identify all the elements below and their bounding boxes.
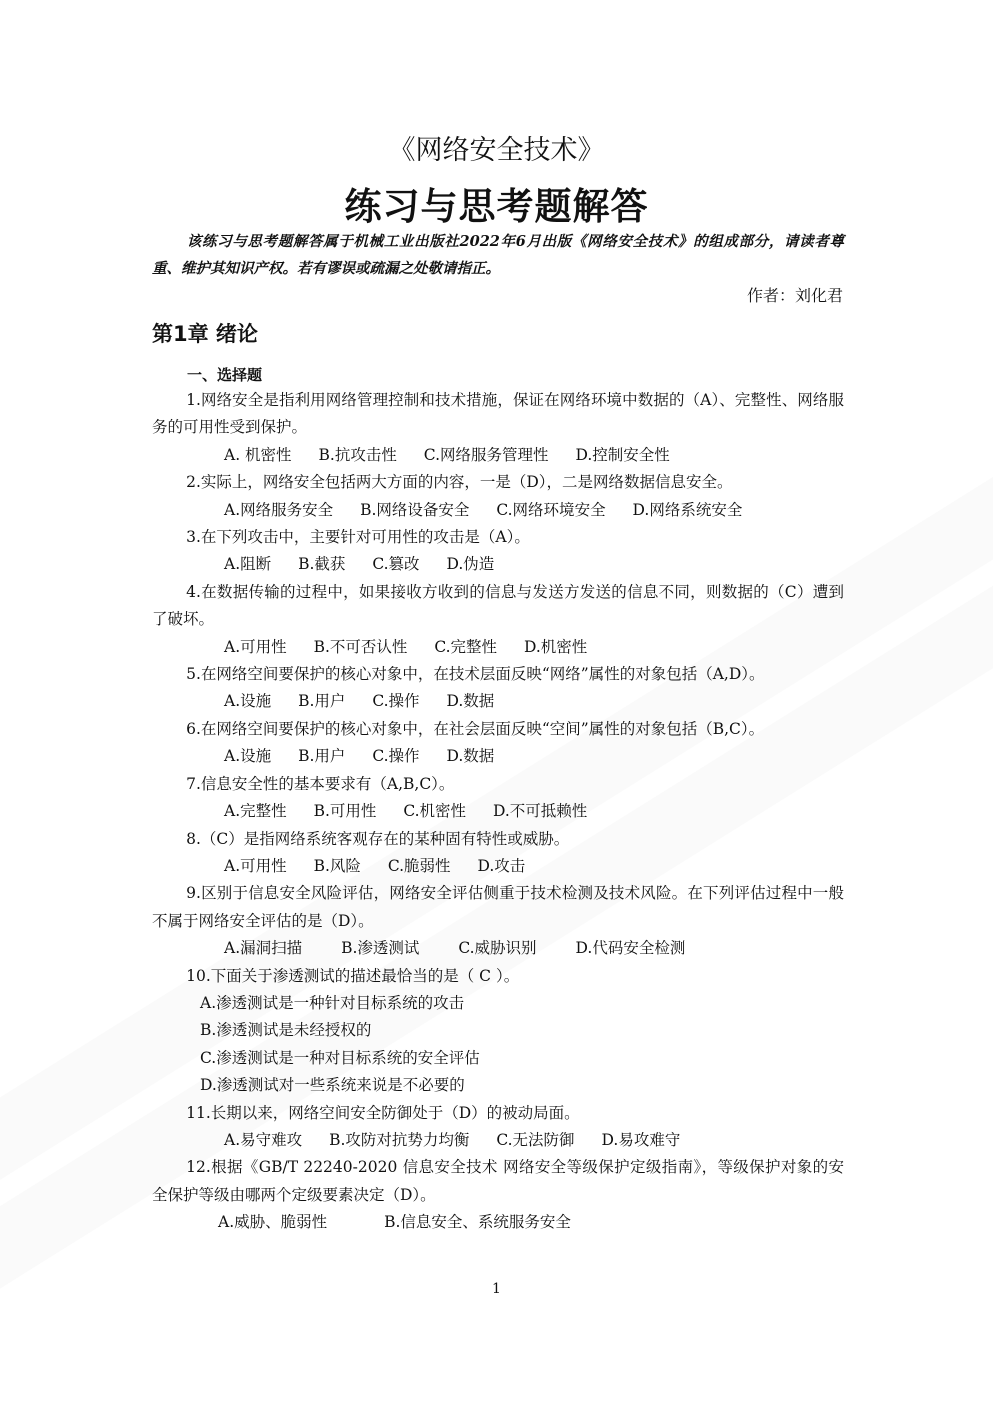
option-row: [152, 688, 844, 715]
option: C.操作: [372, 747, 420, 766]
option: D.数据: [446, 747, 495, 766]
chapter-heading: 第1章 绪论: [152, 322, 258, 346]
page-number: 1: [492, 1281, 501, 1297]
question-text: 12.根据《GB/T 22240-2020 信息安全技术 网络安全等级保护定级指南》，等级保护对象的安全保护等级由哪两个定级要素决定（D）。: [152, 1158, 844, 1204]
question-list: [152, 387, 844, 1237]
document-title: 练习与思考题解答: [344, 185, 649, 228]
option: A.漏洞扫描: [224, 939, 303, 958]
option: C.操作: [372, 692, 420, 711]
option: D.机密性: [524, 637, 588, 656]
option: B.截获: [298, 555, 346, 574]
option: C.脆弱性: [387, 856, 451, 875]
option: B.渗透测试: [341, 939, 420, 958]
option-row: [152, 497, 844, 524]
author-line: 作者：刘化君: [746, 286, 843, 305]
book-title: 《网络安全技术》: [388, 135, 605, 166]
question-text: 2.实际上，网络安全包括两大方面的内容，一是（D），二是网络数据信息安全。: [186, 473, 733, 492]
option: D.攻击: [477, 856, 526, 875]
option: B.抗攻击性: [318, 445, 397, 464]
option: A.设施: [224, 692, 272, 711]
option-row: [152, 935, 844, 962]
option: D.代码安全检测: [575, 939, 686, 958]
question-text: 11.长期以来，网络空间安全防御处于（D）的被动局面。: [186, 1103, 580, 1122]
option: B.攻防对抗势力均衡: [329, 1130, 470, 1149]
option: D.不可抵赖性: [493, 802, 588, 821]
option: B.网络设备安全: [360, 500, 470, 519]
option: D.渗透测试对一些系统来说是不必要的: [200, 1076, 465, 1095]
option: B.用户: [298, 692, 346, 711]
intro-paragraph: 该练习与思考题解答属于机械工业出版社2022年6月出版《网络安全技术》的组成部分，请读者尊重、维护其知识产权。若有谬误或疏漏之处敬请指正。: [152, 233, 844, 277]
option: A.易守难攻: [224, 1130, 303, 1149]
option: C.网络环境安全: [496, 500, 606, 519]
question-text: 3.在下列攻击中，主要针对可用性的攻击是（A）。: [186, 528, 530, 547]
question-text: 6.在网络空间要保护的核心对象中，在社会层面反映“空间”属性的对象包括（B,C）。: [186, 719, 765, 738]
question-text: 1.网络安全是指利用网络管理控制和技术措施，保证在网络环境中数据的（A）、完整性、网络服务的可用性受到保护。: [152, 391, 844, 437]
option: A. 机密性: [224, 445, 292, 464]
option: B.渗透测试是未经授权的: [200, 1021, 372, 1040]
option: A.阻断: [224, 555, 272, 574]
option: B.不可否认性: [313, 637, 408, 656]
option: A.可用性: [224, 856, 287, 875]
section-heading: 一、选择题: [187, 366, 263, 384]
option: A.设施: [224, 747, 272, 766]
option: C.篡改: [372, 555, 420, 574]
option: D.数据: [446, 692, 495, 711]
option-row: [152, 634, 844, 661]
option: D.伪造: [446, 555, 495, 574]
option-row: [152, 551, 844, 578]
option: D.网络系统安全: [632, 500, 743, 519]
option: C.机密性: [403, 802, 467, 821]
option: C.渗透测试是一种对目标系统的安全评估: [200, 1048, 480, 1067]
option: A.可用性: [224, 637, 287, 656]
option: B.用户: [298, 747, 346, 766]
question-text: 7.信息安全性的基本要求有（A,B,C）。: [186, 774, 455, 793]
option: C.网络服务管理性: [423, 445, 549, 464]
option-row: [152, 442, 844, 469]
option: A.完整性: [224, 802, 287, 821]
option-row: [152, 1209, 844, 1236]
option-row: [152, 798, 844, 825]
option: A.渗透测试是一种针对目标系统的攻击: [200, 993, 465, 1012]
option-row: [152, 1127, 844, 1154]
option: C.威胁识别: [458, 939, 537, 958]
option-row: [152, 853, 844, 880]
option: B.可用性: [313, 802, 377, 821]
question-text: 8.（C）是指网络系统客观存在的某种固有特性或威胁。: [186, 829, 570, 848]
option: C.完整性: [434, 637, 498, 656]
option: D.易攻难守: [601, 1130, 681, 1149]
option: A.网络服务安全: [224, 500, 334, 519]
option: A.威胁、脆弱性: [218, 1213, 328, 1232]
option: C.无法防御: [496, 1130, 575, 1149]
question-text: 10.下面关于渗透测试的描述最恰当的是（ C ）。: [186, 966, 520, 985]
option: B.信息安全、系统服务安全: [384, 1213, 571, 1232]
question-text: 9.区别于信息安全风险评估，网络安全评估侧重于技术检测及技术风险。在下列评估过程中一般不属于网络安全评估的是（D）。: [152, 884, 844, 930]
option: B.风险: [313, 856, 361, 875]
option-row: [152, 743, 844, 770]
option: D.控制安全性: [575, 445, 670, 464]
question-text: 4.在数据传输的过程中，如果接收方收到的信息与发送方发送的信息不同，则数据的（C）遭到了破坏。: [152, 582, 844, 629]
question-text: 5.在网络空间要保护的核心对象中，在技术层面反映“网络”属性的对象包括（A,D）。: [186, 665, 765, 684]
